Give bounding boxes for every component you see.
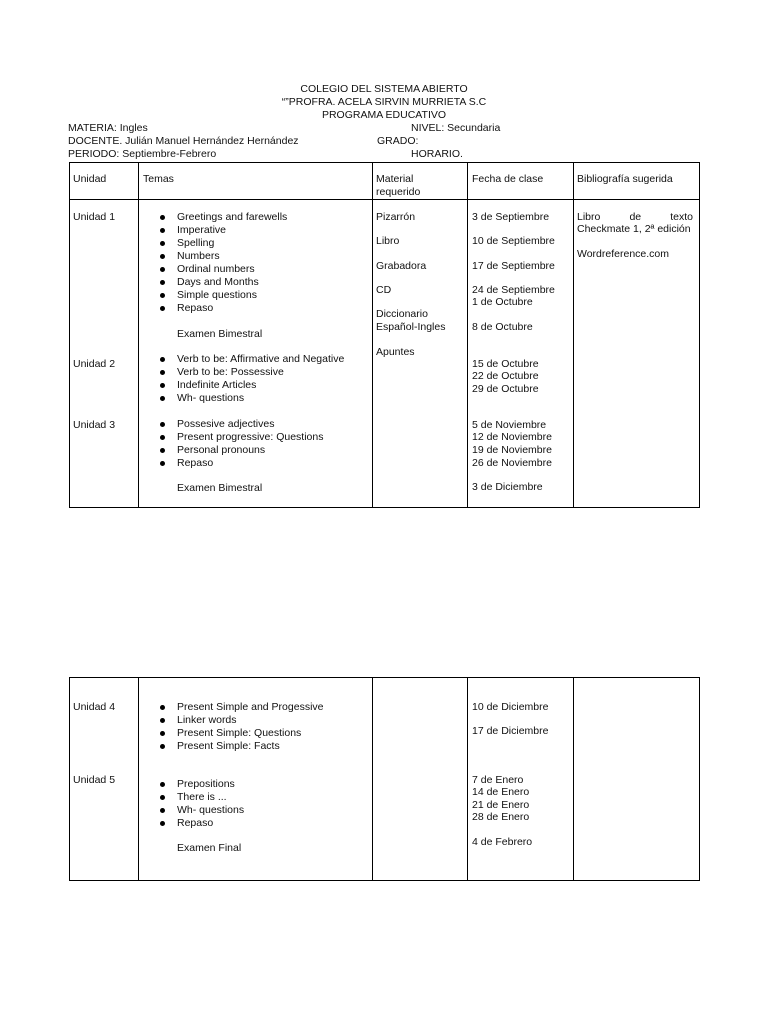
unit-3-exam: Examen Bimestral: [177, 482, 263, 494]
unit-4-topics: [177, 701, 324, 753]
school-subtitle: “”PROFRA. ACELA SIRVIN MURRIETA S.C: [281, 96, 487, 108]
unit-label-5: Unidad 5: [73, 774, 116, 786]
date-item: 22 de Octubre: [472, 370, 539, 382]
unit-label-2: Unidad 2: [73, 358, 116, 370]
list-item: Numbers: [177, 250, 287, 263]
material-pizarron: Pizarrón: [376, 211, 416, 223]
list-item: Indefinite Articles: [177, 379, 344, 392]
date-item: 28 de Enero: [472, 811, 530, 823]
col-header-unidad: Unidad: [73, 173, 107, 185]
date-item: 1 de Octubre: [472, 296, 533, 308]
list-item: Wh- questions: [177, 392, 344, 405]
nivel-label: NIVEL: Secundaria: [411, 122, 501, 134]
date-item: 4 de Febrero: [472, 836, 533, 848]
docente-label: DOCENTE. Julián Manuel Hernández Hernández: [68, 135, 299, 147]
material-libro: Libro: [376, 235, 400, 247]
date-item: 3 de Septiembre: [472, 211, 550, 223]
date-item: 3 de Diciembre: [472, 481, 543, 493]
unit-label-4: Unidad 4: [73, 701, 116, 713]
date-item: 24 de Septiembre: [472, 284, 555, 296]
material-apuntes: Apuntes: [376, 346, 415, 358]
list-item: Repaso: [177, 302, 287, 315]
grado-label: GRADO:: [377, 135, 419, 147]
bibliography-libro: Libro de texto: [577, 211, 693, 223]
date-item: 15 de Octubre: [472, 358, 539, 370]
bibliography-checkmate: Checkmate 1, 2ª edición: [577, 223, 691, 235]
date-item: 5 de Noviembre: [472, 419, 547, 431]
periodo-label: PERIODO: Septiembre-Febrero: [68, 148, 217, 160]
material-diccionario: Diccionario Español-Ingles: [376, 308, 446, 333]
list-item: Simple questions: [177, 289, 287, 302]
list-item: Verb to be: Affirmative and Negative: [177, 353, 344, 366]
date-item: 17 de Septiembre: [472, 260, 555, 272]
date-item: 17 de Diciembre: [472, 725, 549, 737]
list-item: Personal pronouns: [177, 444, 324, 457]
date-item: 8 de Octubre: [472, 321, 533, 333]
list-item: Verb to be: Possessive: [177, 366, 344, 379]
unit-5-exam: Examen Final: [177, 842, 242, 854]
list-item: Present Simple: Facts: [177, 740, 324, 753]
date-item: 19 de Noviembre: [472, 444, 552, 456]
bibliography-wordreference: Wordreference.com: [577, 248, 670, 260]
list-item: Wh- questions: [177, 804, 244, 817]
unit-5-topics: [177, 778, 244, 830]
col-header-bibliografia: Bibliografía sugerida: [577, 173, 673, 185]
list-item: Linker words: [177, 714, 324, 727]
list-item: Possesive adjectives: [177, 418, 324, 431]
unit-label-3: Unidad 3: [73, 419, 116, 431]
date-item: 10 de Septiembre: [472, 235, 555, 247]
unit-3-topics: [177, 418, 324, 470]
col-header-fecha: Fecha de clase: [472, 173, 544, 185]
program-title: PROGRAMA EDUCATIVO: [321, 109, 447, 121]
list-item: Repaso: [177, 457, 324, 470]
list-item: Imperative: [177, 224, 287, 237]
list-item: Days and Months: [177, 276, 287, 289]
col-header-temas: Temas: [143, 173, 174, 185]
date-item: 29 de Octubre: [472, 383, 539, 395]
list-item: Prepositions: [177, 778, 244, 791]
date-item: 7 de Enero: [472, 774, 524, 786]
list-item: Present progressive: Questions: [177, 431, 324, 444]
unit-1-topics: [177, 211, 287, 315]
material-cd: CD: [376, 284, 392, 296]
material-grabadora: Grabadora: [376, 260, 427, 272]
unit-2-topics: [177, 353, 344, 405]
date-item: 10 de Diciembre: [472, 701, 549, 713]
horario-label: HORARIO.: [411, 148, 463, 160]
list-item: There is ...: [177, 791, 244, 804]
date-item: 12 de Noviembre: [472, 431, 552, 443]
materia-label: MATERIA: Ingles: [68, 122, 148, 134]
unit-label-1: Unidad 1: [73, 211, 116, 223]
list-item: Present Simple and Progessive: [177, 701, 324, 714]
date-item: 21 de Enero: [472, 799, 530, 811]
unit-1-exam: Examen Bimestral: [177, 328, 263, 340]
list-item: Spelling: [177, 237, 287, 250]
col-header-material: Material requerido: [376, 173, 421, 198]
list-item: Ordinal numbers: [177, 263, 287, 276]
list-item: Present Simple: Questions: [177, 727, 324, 740]
school-name: COLEGIO DEL SISTEMA ABIERTO: [300, 83, 468, 95]
list-item: Repaso: [177, 817, 244, 830]
date-item: 26 de Noviembre: [472, 457, 552, 469]
list-item: Greetings and farewells: [177, 211, 287, 224]
date-item: 14 de Enero: [472, 786, 530, 798]
